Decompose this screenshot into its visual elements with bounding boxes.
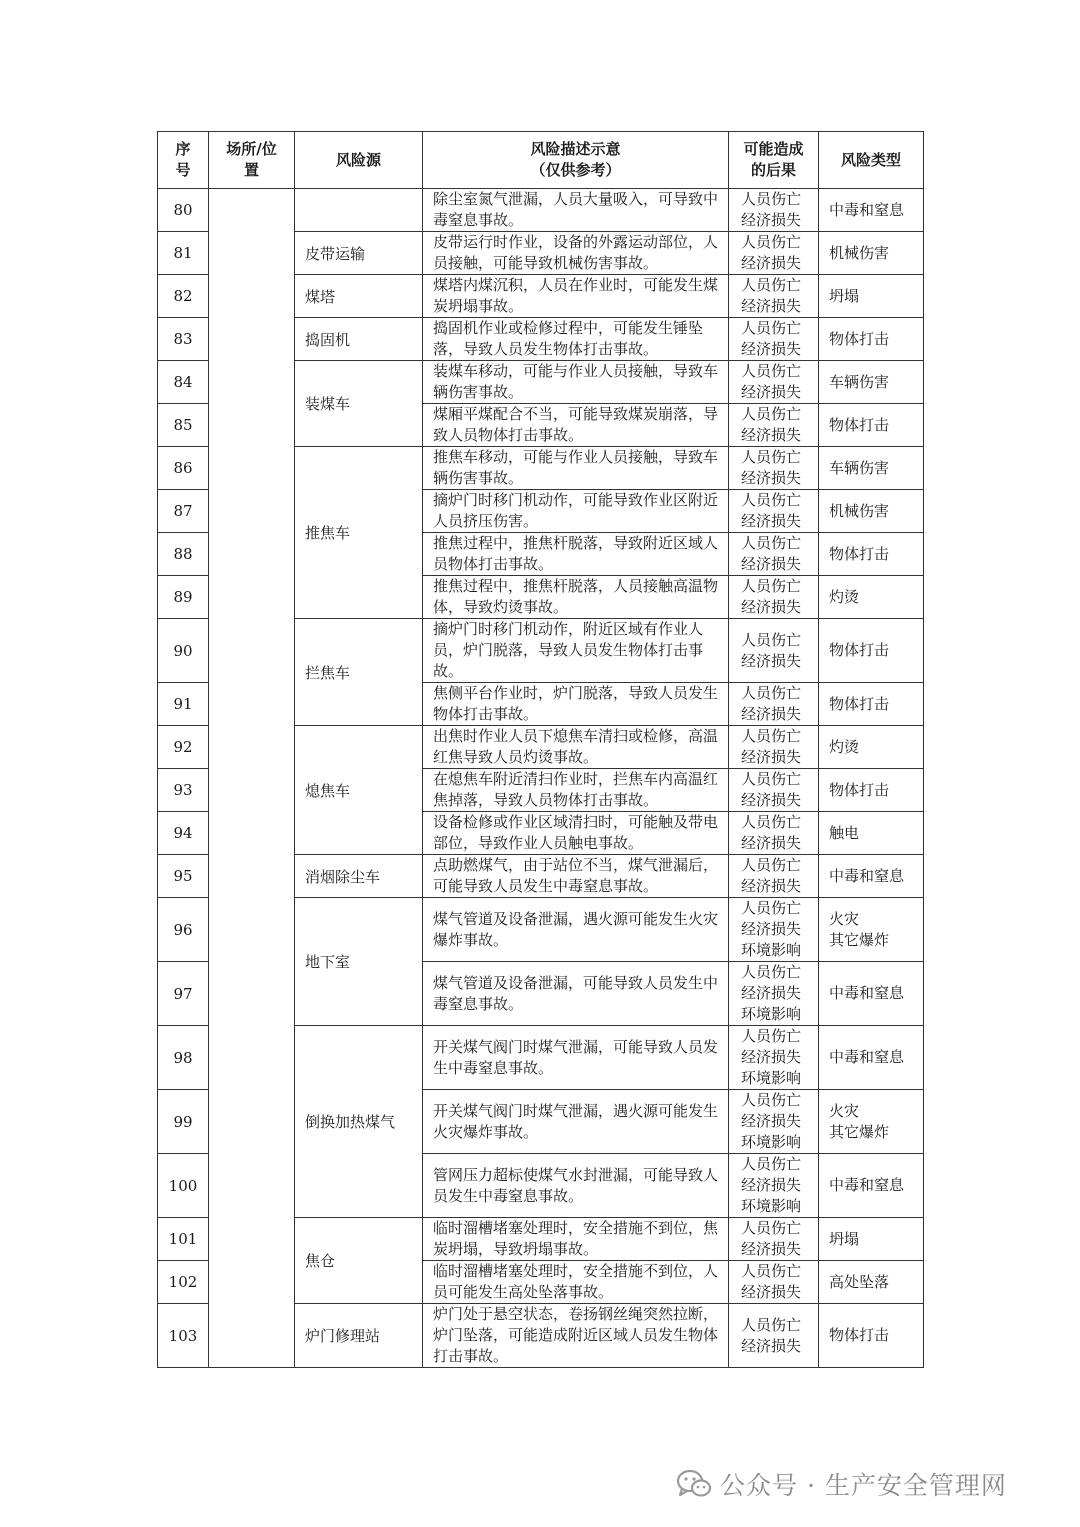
row-number: 85 <box>158 404 209 447</box>
consequence: 人员伤亡 经济损失 <box>729 318 819 361</box>
consequence: 人员伤亡 经济损失 <box>729 576 819 619</box>
risk-type: 灼烫 <box>819 726 924 769</box>
risk-type: 高处坠落 <box>819 1261 924 1304</box>
risk-type: 车辆伤害 <box>819 361 924 404</box>
consequence: 人员伤亡 经济损失 <box>729 232 819 275</box>
consequence: 人员伤亡 经济损失 <box>729 189 819 232</box>
risk-source: 煤塔 <box>295 275 423 318</box>
risk-description: 点助燃煤气，由于站位不当，煤气泄漏后，可能导致人员发生中毒窒息事故。 <box>423 855 729 898</box>
wechat-icon <box>676 1468 712 1500</box>
risk-description: 捣固机作业或检修过程中，可能发生锤坠落，导致人员发生物体打击事故。 <box>423 318 729 361</box>
row-number: 91 <box>158 683 209 726</box>
risk-type: 中毒和窒息 <box>819 855 924 898</box>
header-type: 风险类型 <box>819 132 924 189</box>
risk-description: 在熄焦车附近清扫作业时，拦焦车内高温红焦掉落，导致人员物体打击事故。 <box>423 769 729 812</box>
risk-type: 坍塌 <box>819 275 924 318</box>
header-no: 序号 <box>158 132 209 189</box>
risk-type: 物体打击 <box>819 683 924 726</box>
row-number: 101 <box>158 1218 209 1261</box>
risk-type: 中毒和窒息 <box>819 1026 924 1090</box>
row-number: 86 <box>158 447 209 490</box>
risk-type: 中毒和窒息 <box>819 189 924 232</box>
risk-description: 煤厢平煤配合不当，可能导致煤炭崩落，导致人员物体打击事故。 <box>423 404 729 447</box>
header-description-note: （仅供参考） <box>530 161 621 179</box>
header-row <box>158 132 924 189</box>
consequence: 人员伤亡 经济损失 <box>729 1261 819 1304</box>
consequence: 人员伤亡 经济损失 <box>729 812 819 855</box>
risk-description: 开关煤气阀门时煤气泄漏，可能导致人员发生中毒窒息事故。 <box>423 1026 729 1090</box>
header-consequence: 可能造成的后果 <box>729 132 819 189</box>
risk-type: 中毒和窒息 <box>819 1154 924 1218</box>
risk-source: 地下室 <box>295 898 423 1026</box>
risk-description: 装煤车移动，可能与作业人员接触，导致车辆伤害事故。 <box>423 361 729 404</box>
row-number: 82 <box>158 275 209 318</box>
risk-description: 出焦时作业人员下熄焦车清扫或检修，高温红焦导致人员灼烫事故。 <box>423 726 729 769</box>
row-number: 97 <box>158 962 209 1026</box>
consequence: 人员伤亡 经济损失 <box>729 361 819 404</box>
location-cell <box>209 189 295 1368</box>
risk-type: 火灾 其它爆炸 <box>819 1090 924 1154</box>
consequence: 人员伤亡 经济损失 环境影响 <box>729 1090 819 1154</box>
risk-source: 捣固机 <box>295 318 423 361</box>
risk-description: 临时溜槽堵塞处理时，安全措施不到位，人员可能发生高处坠落事故。 <box>423 1261 729 1304</box>
consequence: 人员伤亡 经济损失 <box>729 1304 819 1368</box>
risk-type: 灼烫 <box>819 576 924 619</box>
consequence: 人员伤亡 经济损失 环境影响 <box>729 898 819 962</box>
risk-source: 焦仓 <box>295 1218 423 1304</box>
risk-description: 推焦车移动，可能与作业人员接触，导致车辆伤害事故。 <box>423 447 729 490</box>
risk-type: 物体打击 <box>819 404 924 447</box>
row-number: 102 <box>158 1261 209 1304</box>
consequence: 人员伤亡 经济损失 <box>729 275 819 318</box>
risk-type: 坍塌 <box>819 1218 924 1261</box>
risk-type: 火灾 其它爆炸 <box>819 898 924 962</box>
table-row <box>158 189 924 232</box>
risk-type: 物体打击 <box>819 318 924 361</box>
row-number: 95 <box>158 855 209 898</box>
risk-description: 焦侧平台作业时，炉门脱落，导致人员发生物体打击事故。 <box>423 683 729 726</box>
row-number: 81 <box>158 232 209 275</box>
consequence: 人员伤亡 经济损失 <box>729 683 819 726</box>
risk-table <box>157 131 924 1368</box>
risk-type: 机械伤害 <box>819 490 924 533</box>
risk-type: 中毒和窒息 <box>819 962 924 1026</box>
risk-source: 熄焦车 <box>295 726 423 855</box>
risk-source <box>295 189 423 232</box>
risk-type: 物体打击 <box>819 769 924 812</box>
risk-type: 物体打击 <box>819 1304 924 1368</box>
risk-description: 推焦过程中，推焦杆脱落，人员接触高温物体，导致灼烫事故。 <box>423 576 729 619</box>
risk-description: 煤气管道及设备泄漏，可能导致人员发生中毒窒息事故。 <box>423 962 729 1026</box>
consequence: 人员伤亡 经济损失 <box>729 1218 819 1261</box>
row-number: 87 <box>158 490 209 533</box>
watermark-text: 公众号 · 生产安全管理网 <box>720 1471 1007 1500</box>
consequence: 人员伤亡 经济损失 环境影响 <box>729 1026 819 1090</box>
risk-type: 机械伤害 <box>819 232 924 275</box>
risk-description: 摘炉门时移门机动作，附近区域有作业人员，炉门脱落，导致人员发生物体打击事故。 <box>423 619 729 683</box>
risk-description: 临时溜槽堵塞处理时，安全措施不到位，焦炭坍塌，导致坍塌事故。 <box>423 1218 729 1261</box>
risk-description: 设备检修或作业区域清扫时，可能触及带电部位，导致作业人员触电事故。 <box>423 812 729 855</box>
risk-description: 推焦过程中，推焦杆脱落，导致附近区域人员物体打击事故。 <box>423 533 729 576</box>
row-number: 103 <box>158 1304 209 1368</box>
risk-source: 装煤车 <box>295 361 423 447</box>
risk-source: 皮带运输 <box>295 232 423 275</box>
consequence: 人员伤亡 经济损失 <box>729 619 819 683</box>
header-location: 场所/位置 <box>209 132 295 189</box>
risk-description: 皮带运行时作业，设备的外露运动部位，人员接触，可能导致机械伤害事故。 <box>423 232 729 275</box>
risk-description: 摘炉门时移门机动作，可能导致作业区附近人员挤压伤害。 <box>423 490 729 533</box>
row-number: 80 <box>158 189 209 232</box>
risk-type: 物体打击 <box>819 619 924 683</box>
risk-type: 触电 <box>819 812 924 855</box>
row-number: 84 <box>158 361 209 404</box>
row-number: 99 <box>158 1090 209 1154</box>
header-source: 风险源 <box>295 132 423 189</box>
risk-type: 车辆伤害 <box>819 447 924 490</box>
risk-description: 煤气管道及设备泄漏，遇火源可能发生火灾爆炸事故。 <box>423 898 729 962</box>
row-number: 100 <box>158 1154 209 1218</box>
risk-description: 管网压力超标使煤气水封泄漏，可能导致人员发生中毒窒息事故。 <box>423 1154 729 1218</box>
risk-source: 倒换加热煤气 <box>295 1026 423 1218</box>
consequence: 人员伤亡 经济损失 环境影响 <box>729 962 819 1026</box>
row-number: 89 <box>158 576 209 619</box>
risk-source: 拦焦车 <box>295 619 423 726</box>
consequence: 人员伤亡 经济损失 <box>729 490 819 533</box>
header-description-title: 风险描述示意 <box>530 140 621 158</box>
risk-source: 推焦车 <box>295 447 423 619</box>
row-number: 93 <box>158 769 209 812</box>
consequence: 人员伤亡 经济损失 <box>729 447 819 490</box>
consequence: 人员伤亡 经济损失 <box>729 404 819 447</box>
risk-description: 开关煤气阀门时煤气泄漏，遇火源可能发生火灾爆炸事故。 <box>423 1090 729 1154</box>
consequence: 人员伤亡 经济损失 <box>729 533 819 576</box>
row-number: 98 <box>158 1026 209 1090</box>
row-number: 94 <box>158 812 209 855</box>
consequence: 人员伤亡 经济损失 <box>729 769 819 812</box>
risk-description: 除尘室氮气泄漏，人员大量吸入，可导致中毒窒息事故。 <box>423 189 729 232</box>
row-number: 88 <box>158 533 209 576</box>
risk-type: 物体打击 <box>819 533 924 576</box>
watermark <box>676 1464 1007 1504</box>
row-number: 96 <box>158 898 209 962</box>
risk-description: 炉门处于悬空状态，卷扬钢丝绳突然拉断，炉门坠落，可能造成附近区域人员发生物体打击事故。 <box>423 1304 729 1368</box>
risk-source: 消烟除尘车 <box>295 855 423 898</box>
consequence: 人员伤亡 经济损失 <box>729 726 819 769</box>
risk-description: 煤塔内煤沉积，人员在作业时，可能发生煤炭坍塌事故。 <box>423 275 729 318</box>
consequence: 人员伤亡 经济损失 环境影响 <box>729 1154 819 1218</box>
row-number: 90 <box>158 619 209 683</box>
risk-source: 炉门修理站 <box>295 1304 423 1368</box>
row-number: 83 <box>158 318 209 361</box>
row-number: 92 <box>158 726 209 769</box>
consequence: 人员伤亡 经济损失 <box>729 855 819 898</box>
header-description <box>423 132 729 189</box>
